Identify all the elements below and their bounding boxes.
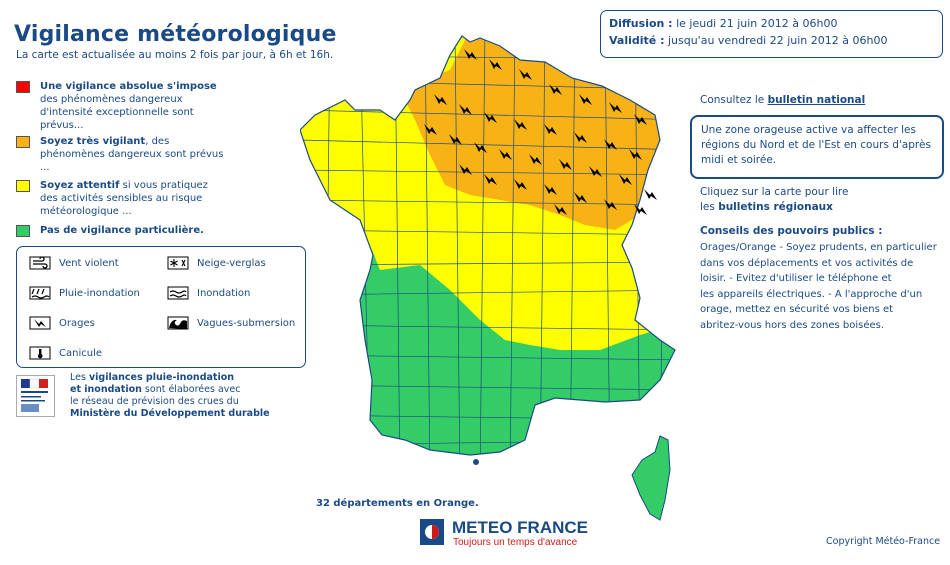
bulletins-regionaux-link[interactable]: bulletins régionaux [718,201,833,213]
legend-orange-text: , des phénomènes dangereux sont prévus ... [40,136,224,173]
storm-alert-box [690,115,944,179]
page-subtitle: La carte est actualisée au moins 2 fois par jour, à 6h et 16h. [16,49,334,61]
advice-line: dans vos déplacements et vos activités de [700,257,914,269]
legend-green [16,224,226,237]
diffusion-label: Diffusion : [609,17,673,30]
bulletin-national-link[interactable]: bulletin national [767,94,866,106]
pheno-wave-label: Vagues-submersion [197,318,296,329]
storm-icon [29,316,51,330]
pheno-wind [29,256,119,272]
regional-line2-pre: les [700,201,719,213]
pheno-storm-label: Orages [59,318,95,329]
brand-tagline: Toujours un temps d'avance [453,537,578,548]
pheno-flood-label: Inondation [197,288,251,299]
pheno-heat-label: Canicule [59,348,102,359]
red-swatch [16,81,30,93]
yellow-swatch [16,180,30,192]
storm-alert-text: Une zone orageuse active va affecter les régions du Nord et de l'Est en cours d'après midi et soirée. [701,124,931,166]
diffusion-value: le jeudi 21 juin 2012 à 06h00 [672,17,838,30]
pheno-storm [29,316,95,332]
legend-yellow-title: Soyez attentif [40,180,120,191]
advice-line: orage, mettez en sécurité vos biens et [700,304,894,315]
legend-red [16,80,226,132]
pheno-flood [167,286,250,302]
legend-red-text: des phénomènes dangereux d'intensité exceptionnelle sont prévus... [40,94,194,131]
wave-icon [167,316,189,330]
andorra-marker [473,459,479,465]
advice-line: loisir. - Evitez d'utiliser le téléphone et [700,273,892,284]
pheno-wave [167,316,295,332]
flood-icon [167,286,189,300]
legend-yellow-text: si vous pratiquez des activités sensibles au risque météorologique ... [40,180,208,217]
validite-label: Validité : [609,34,665,47]
legend-orange [16,135,226,174]
phenomena-legend [16,246,306,368]
pheno-wind-label: Vent violent [59,258,119,269]
ministry-line2-rest: sont élaborées avec [141,384,241,395]
rain-flood-icon [29,286,51,300]
diffusion-row [609,17,837,30]
pheno-rain-flood [29,286,140,302]
advice-text [700,240,940,333]
pheno-snow-label: Neige-verglas [197,258,266,269]
orange-count: 32 départements en Orange. [316,498,479,509]
bulletin-pre: Consultez le [700,94,768,106]
bulletin-line [700,94,865,106]
storm-marker-icon [644,189,657,200]
regional-line1: Cliquez sur la carte pour lire [700,186,849,198]
france-vigilance-map[interactable] [300,30,690,530]
ministry-line2-bold: et inondation [70,384,142,395]
ministry-line3: le réseau de prévision des crues du [70,396,239,407]
ministry-line4: Ministère du Développement durable [70,408,270,419]
advice-line: abritez-vous hors des zones boisées. [700,319,885,331]
legend-red-title: Une vigilance absolue s'impose [40,81,217,92]
heat-icon [29,346,51,360]
pheno-rain-flood-label: Pluie-inondation [59,288,140,299]
green-swatch [16,225,30,237]
ministry-line1-bold: vigilances pluie-inondation [88,372,234,383]
pheno-snow [167,256,266,272]
pheno-heat [29,346,102,362]
ministry-logo [16,375,55,417]
page-title: Vigilance météorologique [14,22,337,47]
advice-line: Orages/Orange - Soyez prudents, en particulier [700,242,937,253]
validite-value: jusqu'au vendredi 22 juin 2012 à 06h00 [664,34,888,47]
snow-icon [167,256,189,270]
orange-swatch [16,136,30,148]
advice-line: les appareils électriques. - A l'approche d'un [700,288,923,300]
copyright: Copyright Météo-France [826,536,941,547]
map-regions [300,30,690,480]
legend-orange-title: Soyez très vigilant [40,136,146,147]
meteo-france-logo [420,519,444,545]
ministry-note [70,372,300,420]
ministry-line1-pre: Les [70,372,89,383]
brand-name: METEO FRANCE [452,518,588,537]
corsica[interactable] [632,436,670,520]
legend-green-title: Pas de vigilance particulière. [40,225,204,236]
regional-info [700,185,848,215]
wind-icon [29,256,51,270]
legend-yellow [16,179,226,218]
advice-title: Conseils des pouvoirs publics : [700,225,883,237]
